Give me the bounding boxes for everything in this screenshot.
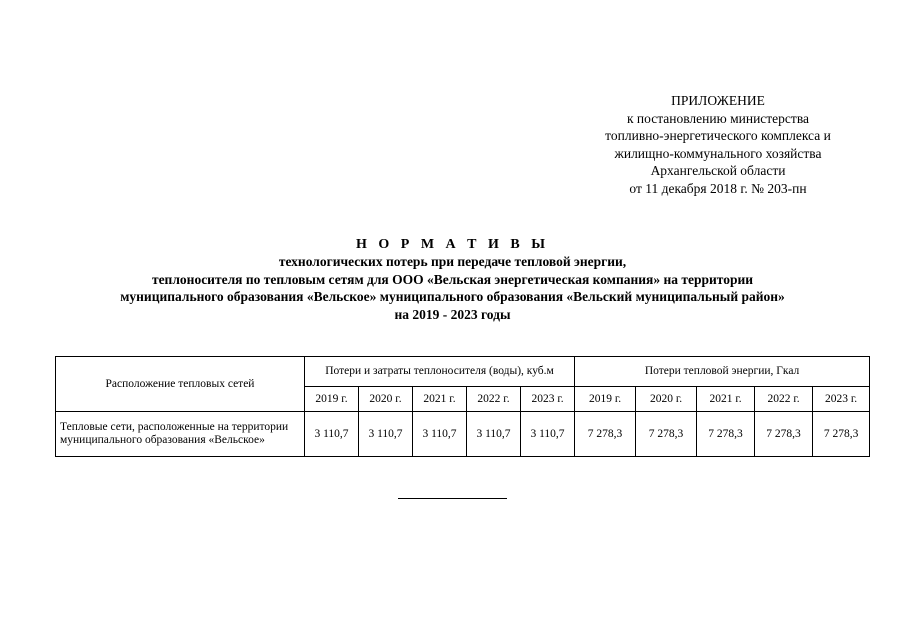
location-column-header: Расположение тепловых сетей: [56, 357, 305, 412]
heat-value-cell: 7 278,3: [755, 412, 813, 457]
title-heading: Н О Р М А Т И В Ы: [356, 237, 549, 252]
year-header: 2022 г.: [467, 387, 521, 412]
title-line: муниципального образования «Вельское» муниципального образования «Вельский муниципальный район»: [120, 289, 785, 305]
year-header: 2019 г.: [575, 387, 636, 412]
year-header: 2022 г.: [755, 387, 813, 412]
location-cell: Тепловые сети, расположенные на территории муниципального образования «Вельское»: [56, 412, 305, 457]
closing-divider: [398, 498, 507, 499]
heat-value-cell: 7 278,3: [697, 412, 755, 457]
table-row: [56, 412, 870, 457]
title-line: технологических потерь при передаче тепловой энергии,: [278, 254, 627, 270]
annex-date-line: от 11 декабря 2018 г. № 203-пн: [629, 180, 807, 196]
water-value-cell: 3 110,7: [359, 412, 413, 457]
norms-table: [55, 356, 870, 457]
year-header: 2021 г.: [413, 387, 467, 412]
annex-label: ПРИЛОЖЕНИЕ: [671, 93, 765, 108]
annex-line: топливно-энергетического комплекса и: [605, 128, 831, 143]
heat-value-cell: 7 278,3: [813, 412, 870, 457]
annex-line: Архангельской области: [650, 163, 786, 178]
title-line: на 2019 - 2023 годы: [394, 306, 511, 322]
annex-line: к постановлению министерства: [626, 110, 810, 126]
annex-block: [560, 92, 876, 197]
year-header: 2019 г.: [305, 387, 359, 412]
heat-value-cell: 7 278,3: [636, 412, 697, 457]
title-line: теплоносителя по тепловым сетям для ООО «Вельская энергетическая компания» на территории: [151, 271, 754, 287]
water-value-cell: 3 110,7: [467, 412, 521, 457]
year-header: 2020 г.: [359, 387, 413, 412]
year-header: 2021 г.: [697, 387, 755, 412]
table-header-row: [56, 357, 870, 387]
document-title: [0, 236, 905, 323]
water-value-cell: 3 110,7: [521, 412, 575, 457]
water-losses-header: Потери и затраты теплоносителя (воды), куб.м: [305, 357, 575, 387]
water-value-cell: 3 110,7: [413, 412, 467, 457]
year-header: 2023 г.: [813, 387, 870, 412]
year-header: 2020 г.: [636, 387, 697, 412]
heat-losses-header: Потери тепловой энергии, Гкал: [575, 357, 870, 387]
annex-line: жилищно-коммунального хозяйства: [614, 145, 822, 161]
water-value-cell: 3 110,7: [305, 412, 359, 457]
year-header: 2023 г.: [521, 387, 575, 412]
heat-value-cell: 7 278,3: [575, 412, 636, 457]
